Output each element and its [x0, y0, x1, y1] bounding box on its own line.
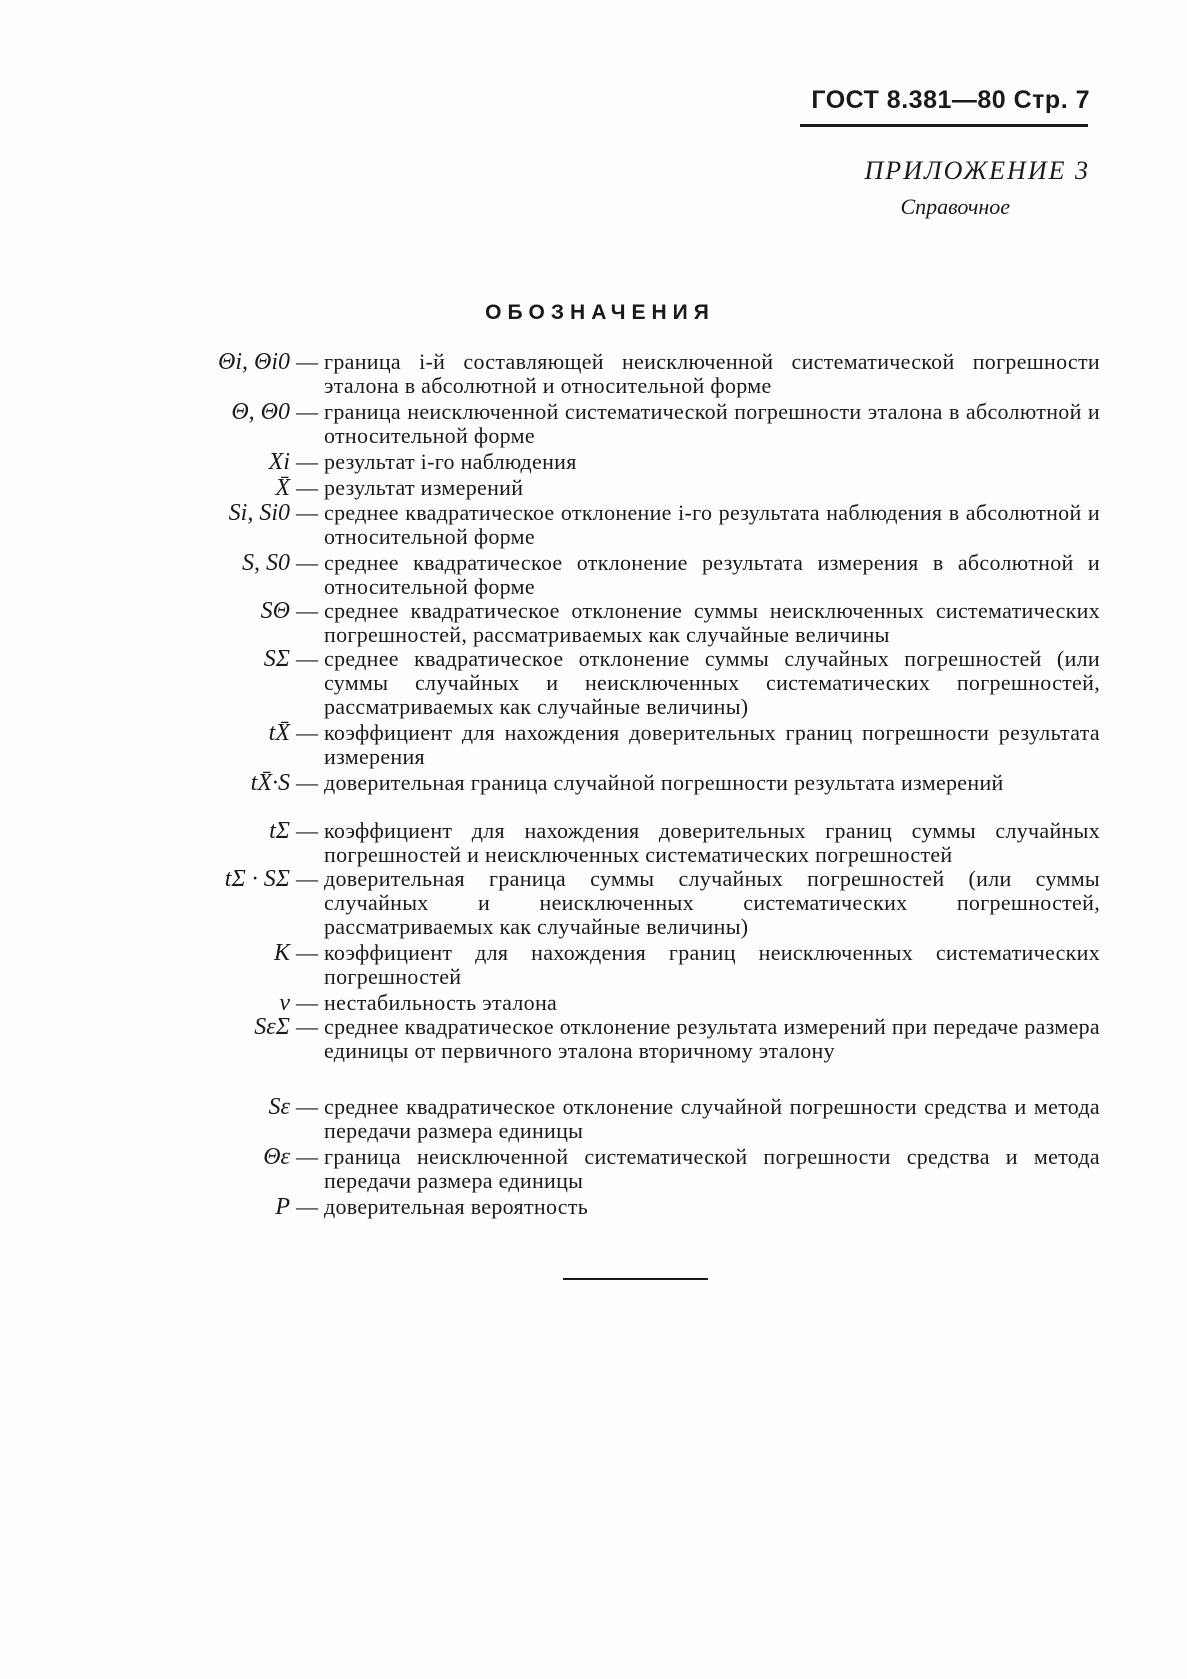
definition-dash: — — [296, 940, 318, 965]
definition-text: коэффициент для нахождения границ неисключенных систематических погрешностей — [324, 940, 1100, 989]
definition-dash: — — [296, 475, 318, 500]
definition-row — [170, 1015, 1100, 1095]
definition-dash: — — [296, 399, 318, 424]
definition-dash: — — [296, 550, 318, 575]
definition-symbol: Θi, Θi0 — [218, 349, 290, 375]
definition-row — [170, 1195, 1100, 1221]
definition-symbol: SΣ — [263, 646, 290, 672]
section-title: ОБОЗНАЧЕНИЯ — [485, 301, 715, 324]
definition-symbol: tΣ — [269, 818, 290, 844]
appendix-subtitle: Справочное — [900, 194, 1010, 219]
definition-row — [170, 771, 1100, 819]
definition-text: граница неисключенной систематической погрешности эталона в абсолютной и относительной форме — [324, 399, 1100, 448]
definition-symbol: Xi — [268, 449, 290, 475]
definition-symbol: Si, Si0 — [228, 500, 290, 526]
definition-symbol: tΣ · SΣ — [224, 866, 290, 892]
definition-row — [170, 400, 1100, 450]
definition-dash: — — [296, 1094, 318, 1119]
definition-text: доверительная граница случайной погрешности результата измерений — [324, 770, 1004, 795]
definition-row — [170, 450, 1100, 476]
definition-symbol: Sε — [268, 1094, 290, 1120]
definition-row — [170, 721, 1100, 771]
definition-row — [170, 991, 1100, 1015]
header-rule — [800, 124, 1088, 127]
definition-symbol: Θ, Θ0 — [231, 399, 290, 425]
appendix-title: ПРИЛОЖЕНИЕ 3 — [864, 156, 1090, 185]
definition-row — [170, 1095, 1100, 1145]
definition-symbol: Θε — [263, 1144, 290, 1170]
definition-symbol: X̄ — [275, 475, 290, 501]
end-rule — [563, 1278, 708, 1280]
definition-text: доверительная вероятность — [324, 1194, 589, 1219]
definition-row — [170, 551, 1100, 599]
definition-row — [170, 819, 1100, 867]
definition-dash: — — [296, 349, 318, 374]
definition-row — [170, 350, 1100, 400]
definition-row — [170, 647, 1100, 721]
definition-text: среднее квадратическое отклонение суммы неисключенных систематических погрешностей, рассматриваемых как случайные величины — [324, 598, 1100, 647]
definition-text: коэффициент для нахождения доверительных границ погрешности результата измерения — [324, 720, 1100, 769]
definition-text: среднее квадратическое отклонение случайной погрешности средства и метода передачи размера единицы — [324, 1094, 1100, 1143]
definition-row — [170, 867, 1100, 941]
definition-row — [170, 1145, 1100, 1195]
definition-symbol: tX̄·S — [250, 770, 290, 796]
definition-dash: — — [296, 500, 318, 525]
definition-symbol: SΘ — [260, 598, 290, 624]
definition-dash: — — [296, 598, 318, 623]
definition-text: граница i-й составляющей неисключенной систематической погрешности эталона в абсолютной и относительной форме — [324, 349, 1100, 398]
definition-text: среднее квадратическое отклонение i-го результата наблюдения в абсолютной и относительной форме — [324, 500, 1100, 549]
definition-dash: — — [296, 990, 318, 1015]
definition-dash: — — [296, 1144, 318, 1169]
definition-dash: — — [296, 1014, 318, 1039]
definition-symbol: tX̄ — [268, 720, 290, 746]
definition-row — [170, 476, 1100, 501]
definition-dash: — — [296, 770, 318, 795]
definition-dash: — — [296, 646, 318, 671]
definitions-list — [170, 350, 1100, 1221]
definition-text: среднее квадратическое отклонение суммы случайных погрешностей (или суммы случайных и неисключенных систематических погрешностей, рассматриваемых как случайные величины) — [324, 646, 1100, 719]
definition-symbol: K — [273, 940, 290, 966]
definition-dash: — — [296, 866, 318, 891]
definition-dash: — — [296, 720, 318, 745]
definition-dash: — — [296, 818, 318, 843]
definition-dash: — — [296, 449, 318, 474]
definition-symbol: P — [275, 1194, 290, 1220]
definition-text: граница неисключенной систематической погрешности средства и метода передачи размера единицы — [324, 1144, 1100, 1193]
definition-symbol: ν — [279, 990, 290, 1016]
definition-text: результат i-го наблюдения — [324, 449, 577, 474]
definition-text: результат измерений — [324, 475, 524, 500]
definition-row — [170, 941, 1100, 991]
definition-row — [170, 501, 1100, 551]
definition-text: среднее квадратическое отклонение результата измерения в абсолютной и относительной форме — [324, 550, 1100, 599]
definition-symbol: S, S0 — [242, 550, 290, 576]
definition-text: коэффициент для нахождения доверительных границ суммы случайных погрешностей и неисключенных систематических погрешностей — [324, 818, 1100, 867]
definition-text: доверительная граница суммы случайных погрешностей (или суммы случайных и неисключенных систематических погрешностей, рассматриваемых как случайные величины) — [324, 866, 1100, 939]
definition-row — [170, 599, 1100, 647]
definition-dash: — — [296, 1194, 318, 1219]
definition-text: нестабильность эталона — [324, 990, 558, 1015]
page-header: ГОСТ 8.381—80 Стр. 7 — [811, 86, 1090, 114]
definition-symbol: SεΣ — [254, 1014, 290, 1040]
definition-text: среднее квадратическое отклонение результата измерений при передаче размера единицы от первичного эталона вторичному эталону — [324, 1014, 1100, 1063]
